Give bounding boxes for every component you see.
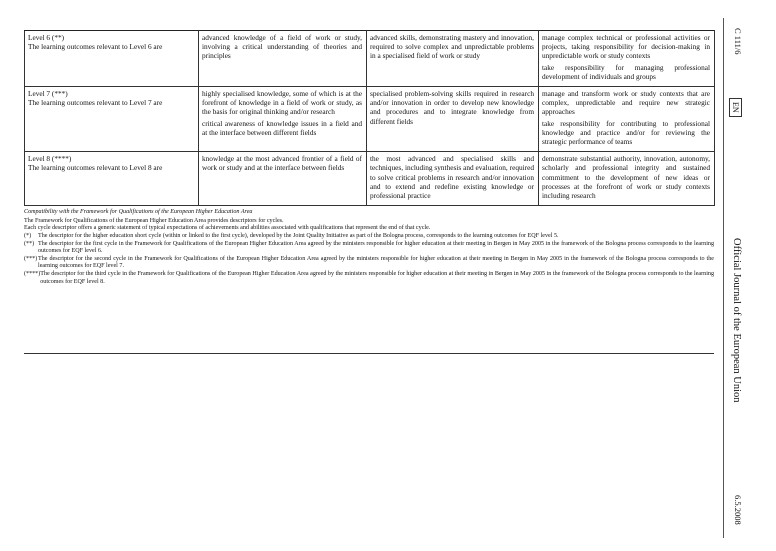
- footnotes-heading: Compatibility with the Framework for Qualifications of the European Higher Education Area: [24, 209, 253, 216]
- competence-text: take responsibility for contributing to professional knowledge and practice and/or for reviewing the strategic performance of teams: [542, 118, 710, 147]
- level-cell: [25, 31, 199, 87]
- skills-cell: [367, 87, 539, 152]
- level-title: Level 7 (***): [28, 89, 68, 99]
- level-cell: [25, 152, 199, 206]
- footnote-text: The descriptor for the higher education short cycle (within or linked to the first cycle), developed by the Joint Quality Initiative as part of the Bologna process, corresponds to the learning outcomes for EQF level 5.: [38, 233, 559, 240]
- knowledge-text: highly specialised knowledge, some of which is at the forefront of knowledge in a field of work or study, as the basis for original thinking and/or research: [202, 89, 362, 117]
- footnotes-end-rule: [24, 353, 714, 354]
- footnote-text: The descriptor for the third cycle in the Framework for Qualifications of the European Higher Education Area agreed by the ministers responsible for higher education at their meeting in Bergen in May 2005 in the framework of the Bologna process corresponds to the learning outcomes for EQF level 8.: [40, 271, 714, 285]
- footnote-mark: (*): [24, 233, 32, 240]
- skills-text: advanced skills, demonstrating mastery and innovation, required to solve complex and unpredictable problems in a specialised field of work or study: [370, 33, 534, 61]
- publication-date: 6.5.2008: [733, 495, 743, 525]
- knowledge-cell: [199, 87, 367, 152]
- competence-cell: [539, 31, 715, 87]
- footnote: [24, 233, 714, 241]
- skills-cell: [367, 31, 539, 87]
- footnotes-intro-1: The Framework for Qualifications of the European Higher Education Area provides descriptors for cycles.: [24, 217, 284, 224]
- skills-text: specialised problem-solving skills required in research and/or innovation in order to develop new knowledge and procedures and to integrate knowledge from different fields: [370, 89, 534, 126]
- level-description: The learning outcomes relevant to Level 8 are: [28, 163, 163, 173]
- competence-text: take responsibility for managing professional development of individuals and groups: [542, 62, 710, 81]
- competence-text: manage and transform work or study contexts that are complex, unpredictable and require new strategic approaches: [542, 89, 710, 117]
- footnote: [24, 271, 714, 286]
- footnotes-intro-2: Each cycle descriptor offers a generic statement of typical expectations of achievements and abilities associated with qualifications that represent the end of that cycle.: [24, 225, 431, 232]
- level-title: Level 8 (****): [28, 154, 72, 164]
- footnote-mark: (**): [24, 240, 35, 247]
- competence-text: demonstrate substantial authority, innovation, autonomy, scholarly and professional integrity and sustained commitment to the development of new ideas or processes at the forefront of work or study contexts including research: [542, 154, 710, 201]
- margin-divider: [723, 18, 724, 538]
- knowledge-text: knowledge at the most advanced frontier of a field of work or study and at the interface between fields: [202, 154, 362, 173]
- eqf-levels-table: [24, 30, 715, 206]
- footnote-mark: (****): [24, 271, 41, 277]
- language-badge: EN: [729, 98, 742, 117]
- footnote-list: [24, 233, 714, 286]
- footnote-text: The descriptor for the first cycle in the Framework for Qualifications of the European Higher Education Area agreed by the ministers responsible for higher education at their meeting in Bergen in May 2005 in the framework of the Bologna process corresponds to the learning outcomes for EQF level 6.: [38, 240, 714, 255]
- footnotes: [24, 209, 714, 286]
- level-description: The learning outcomes relevant to Level 7 are: [28, 98, 163, 108]
- table-row: [25, 152, 715, 206]
- footnote-text: The descriptor for the second cycle in the Framework for Qualifications of the European Higher Education Area agreed by the ministers responsible for higher education at their meeting in Bergen in May 2005 in the framework of the Bologna process corresponds to the learning outcomes for EQF level 7.: [38, 255, 714, 270]
- document-body: [24, 30, 714, 286]
- table-row: [25, 87, 715, 152]
- level-description: The learning outcomes relevant to Level 6 are: [28, 42, 163, 52]
- knowledge-cell: [199, 152, 367, 206]
- skills-text: the most advanced and specialised skills and techniques, including synthesis and evaluation, required to solve critical problems in research and/or innovation and to extend and redefine existing knowledge or professional practice: [370, 154, 534, 201]
- footnote: [24, 241, 714, 256]
- competence-text: manage complex technical or professional activities or projects, taking responsibility for decision-making in unpredictable work or study contexts: [542, 33, 710, 61]
- journal-title: Official Journal of the European Union: [731, 238, 742, 403]
- competence-cell: [539, 152, 715, 206]
- level-title: Level 6 (**): [28, 33, 65, 42]
- footnote: [24, 256, 714, 271]
- table-row: [25, 31, 715, 87]
- knowledge-text: critical awareness of knowledge issues in a field and at the interface between different fields: [202, 118, 362, 137]
- competence-cell: [539, 87, 715, 152]
- level-cell: [25, 87, 199, 152]
- page-reference: C 111/6: [733, 28, 743, 55]
- knowledge-text: advanced knowledge of a field of work or study, involving a critical understanding of theories and principles: [202, 33, 362, 61]
- footnote-mark: (***): [24, 255, 38, 262]
- skills-cell: [367, 152, 539, 206]
- knowledge-cell: [199, 31, 367, 87]
